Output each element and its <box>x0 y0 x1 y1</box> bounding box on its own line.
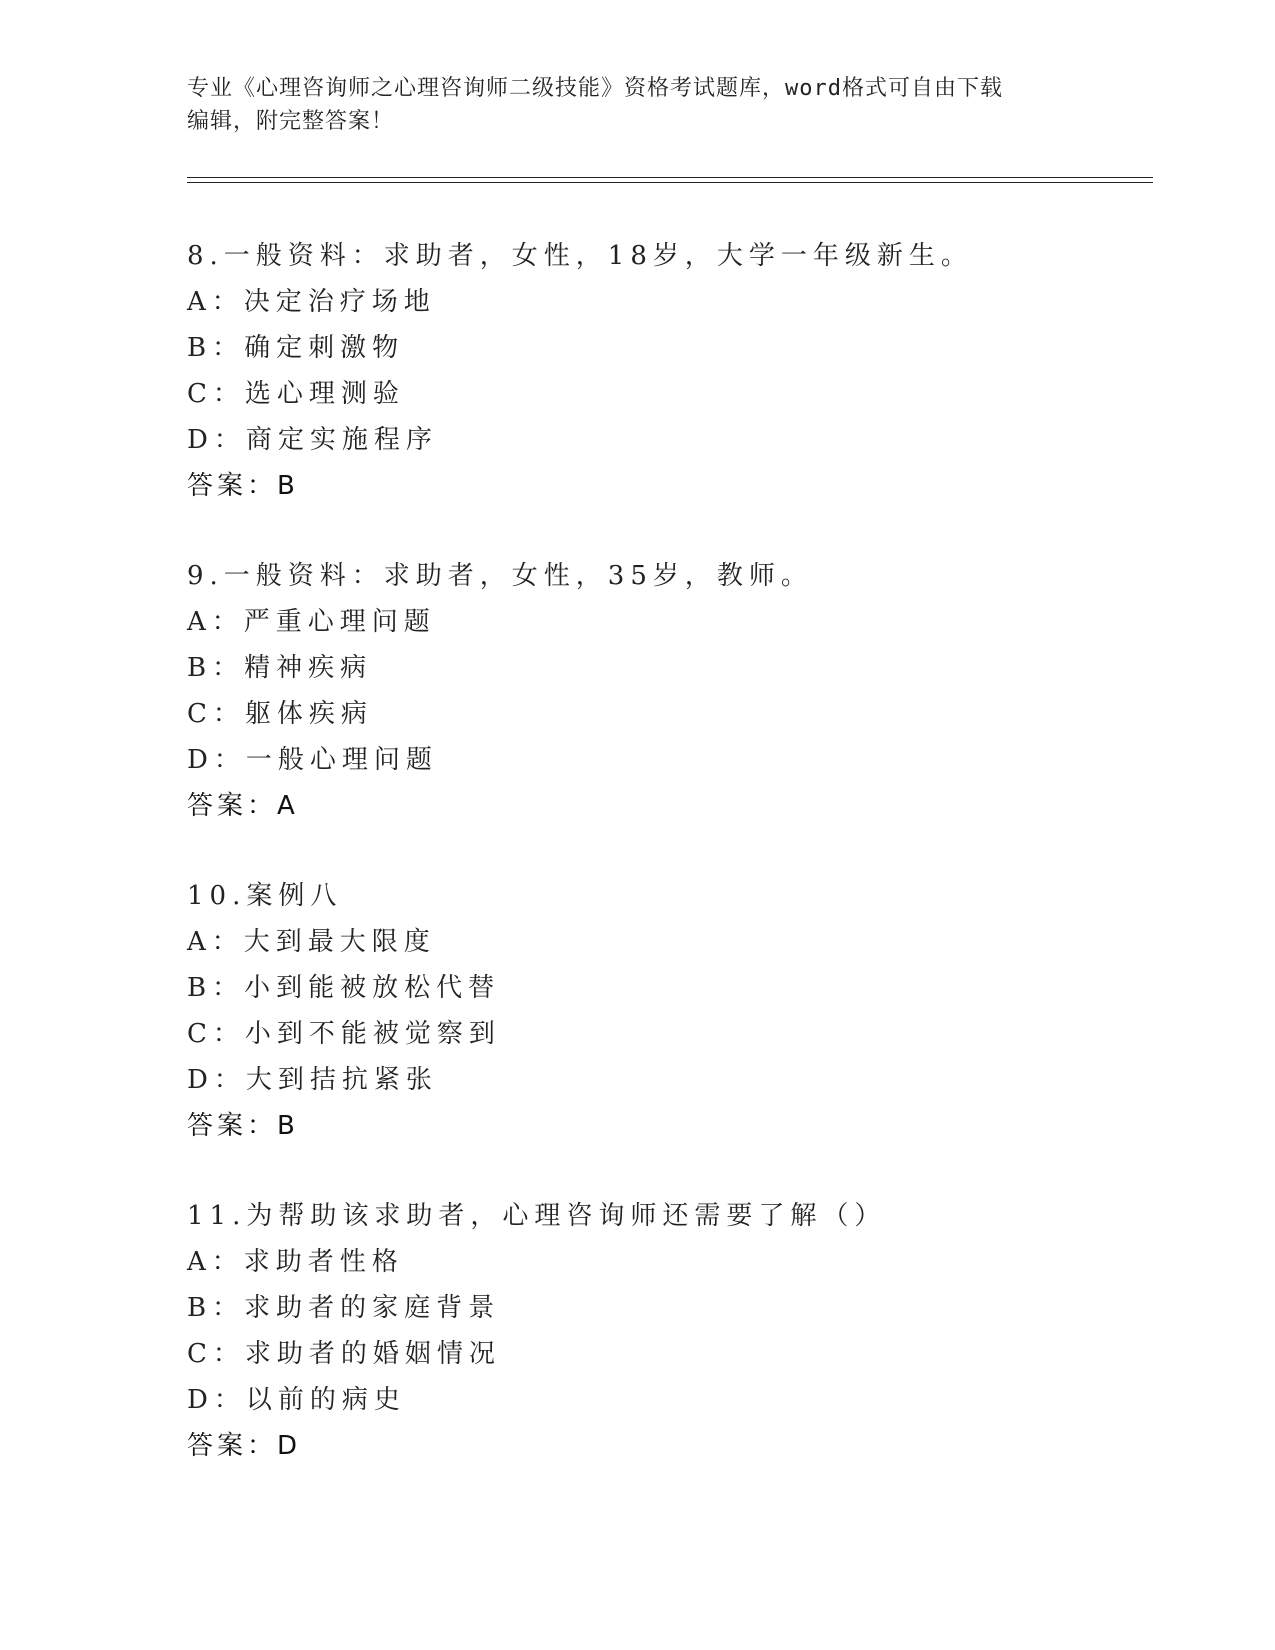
option-c: C：选心理测验 <box>187 379 405 409</box>
answer: 答案：B <box>187 1111 299 1141</box>
answer: 答案：B <box>187 471 299 501</box>
question-stem: 8.一般资料：求助者，女性，18岁，大学一年级新生。 <box>187 241 973 271</box>
option-b: B：精神疾病 <box>187 653 373 683</box>
option-d: D：商定实施程序 <box>187 425 438 455</box>
option-a: A：求助者性格 <box>187 1247 404 1277</box>
option-a: A：决定治疗场地 <box>187 287 436 317</box>
option-b: B：求助者的家庭背景 <box>187 1293 501 1323</box>
option-d: D：一般心理问题 <box>187 745 438 775</box>
question-stem: 10.案例八 <box>187 881 343 911</box>
question-stem: 11.为帮助该求助者，心理咨询师还需要了解（） <box>187 1201 887 1231</box>
header-divider-top <box>187 177 1153 178</box>
option-d: D：大到拮抗紧张 <box>187 1065 438 1095</box>
question-11 <box>187 1193 1147 1469</box>
option-a: A：严重心理问题 <box>187 607 436 637</box>
header-divider-bottom <box>187 182 1153 183</box>
option-b: B：确定刺激物 <box>187 333 405 363</box>
option-b: B：小到能被放松代替 <box>187 973 501 1003</box>
option-c: C：躯体疾病 <box>187 699 373 729</box>
question-stem: 9.一般资料：求助者，女性，35岁，教师。 <box>187 561 813 591</box>
option-c: C：求助者的婚姻情况 <box>187 1339 501 1369</box>
option-c: C：小到不能被觉察到 <box>187 1019 501 1049</box>
header-line-1: 专业《心理咨询师之心理咨询师二级技能》资格考试题库，word格式可自由下载 <box>187 76 1003 101</box>
question-8 <box>187 233 1147 509</box>
option-a: A：大到最大限度 <box>187 927 436 957</box>
header-line-2: 编辑，附完整答案！ <box>187 109 395 134</box>
question-9 <box>187 553 1147 829</box>
option-d: D：以前的病史 <box>187 1385 406 1415</box>
answer: 答案：A <box>187 791 299 821</box>
document-header <box>187 72 1087 138</box>
answer: 答案：D <box>187 1431 302 1461</box>
question-10 <box>187 873 1147 1149</box>
